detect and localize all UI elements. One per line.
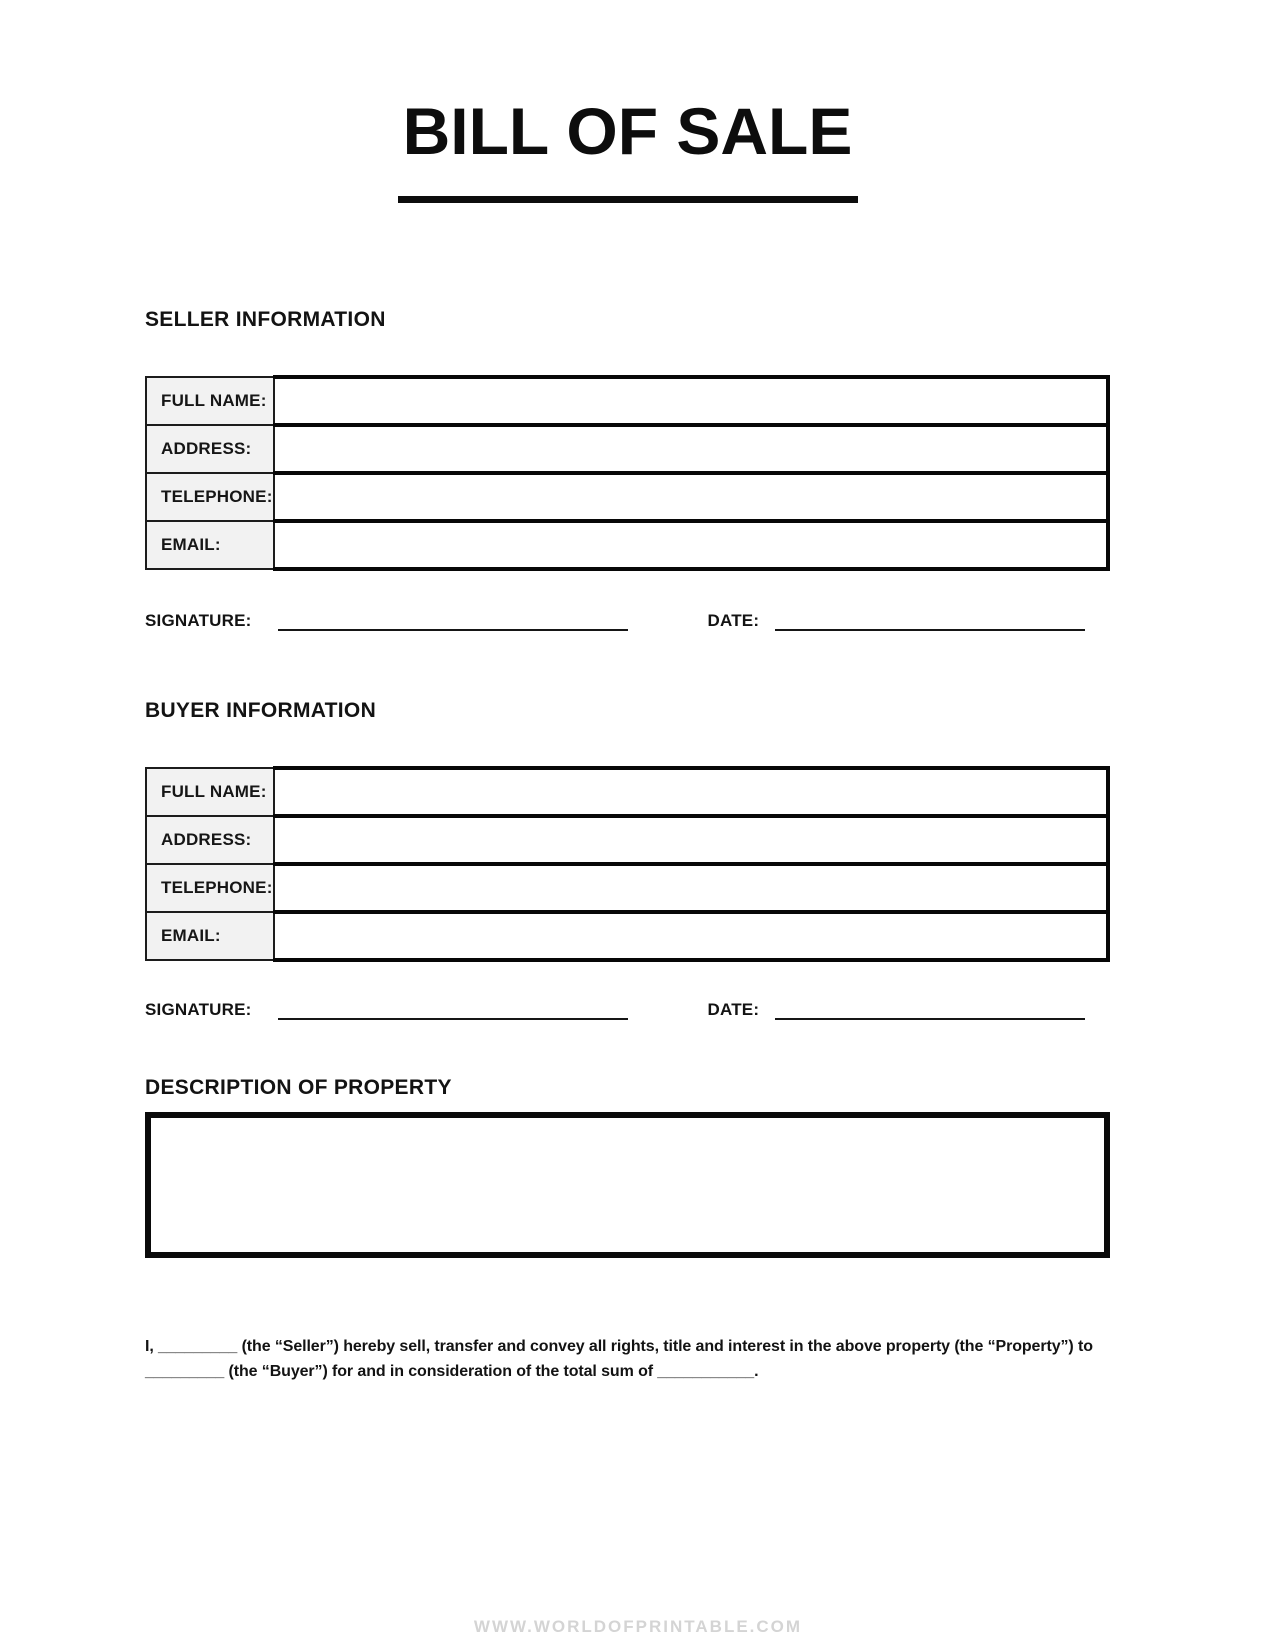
seller-section-heading: SELLER INFORMATION	[145, 308, 386, 331]
buyer-telephone-label: TELEPHONE:	[146, 864, 274, 912]
seller-signature-label: SIGNATURE:	[145, 611, 252, 630]
title-underline	[398, 196, 858, 203]
seller-date-line[interactable]	[775, 613, 1085, 631]
property-section-heading: DESCRIPTION OF PROPERTY	[145, 1076, 452, 1099]
seller-full-name-field[interactable]	[274, 377, 1108, 425]
seller-signature-row	[145, 607, 1110, 631]
table-row	[146, 864, 1108, 912]
table-row	[146, 768, 1108, 816]
buyer-section-heading: BUYER INFORMATION	[145, 699, 377, 722]
seller-address-field[interactable]	[274, 425, 1108, 473]
seller-email-field[interactable]	[274, 521, 1108, 569]
seller-telephone-label: TELEPHONE:	[146, 473, 274, 521]
table-row	[146, 425, 1108, 473]
buyer-email-label: EMAIL:	[146, 912, 274, 960]
buyer-info-table	[145, 766, 1110, 962]
property-section	[145, 1076, 1110, 1258]
seller-signature-line[interactable]	[278, 613, 628, 631]
title-block	[145, 96, 1110, 203]
buyer-date-label: DATE:	[707, 1000, 760, 1019]
seller-address-label: ADDRESS:	[146, 425, 274, 473]
page-footer	[0, 1617, 1276, 1637]
seller-email-label: EMAIL:	[146, 521, 274, 569]
buyer-full-name-label: FULL NAME:	[146, 768, 274, 816]
buyer-signature-label: SIGNATURE:	[145, 1000, 252, 1019]
agreement-text: I, _________ (the “Seller”) hereby sell, transfer and convey all rights, title and interest in the above property (the “Property”) to _________ (the “Buyer”) for and in consideration of the total sum of ___________.	[145, 1338, 1093, 1380]
table-row	[146, 521, 1108, 569]
table-row	[146, 816, 1108, 864]
table-row	[146, 912, 1108, 960]
buyer-address-label: ADDRESS:	[146, 816, 274, 864]
seller-telephone-field[interactable]	[274, 473, 1108, 521]
seller-date-label: DATE:	[707, 611, 760, 630]
buyer-email-field[interactable]	[274, 912, 1108, 960]
table-row	[146, 473, 1108, 521]
buyer-telephone-field[interactable]	[274, 864, 1108, 912]
buyer-full-name-field[interactable]	[274, 768, 1108, 816]
buyer-date-line[interactable]	[775, 1002, 1085, 1020]
table-row	[146, 377, 1108, 425]
form-content	[145, 308, 1110, 1384]
seller-info-table	[145, 375, 1110, 571]
buyer-signature-line[interactable]	[278, 1002, 628, 1020]
buyer-address-field[interactable]	[274, 816, 1108, 864]
buyer-section	[145, 699, 1110, 1020]
footer-url-text: WWW.WORLDOFPRINTABLE.COM	[473, 1617, 803, 1636]
buyer-signature-row	[145, 996, 1110, 1020]
seller-section	[145, 308, 1110, 631]
seller-full-name-label: FULL NAME:	[146, 377, 274, 425]
page-title: BILL OF SALE	[402, 94, 853, 168]
property-description-field[interactable]	[145, 1112, 1110, 1258]
